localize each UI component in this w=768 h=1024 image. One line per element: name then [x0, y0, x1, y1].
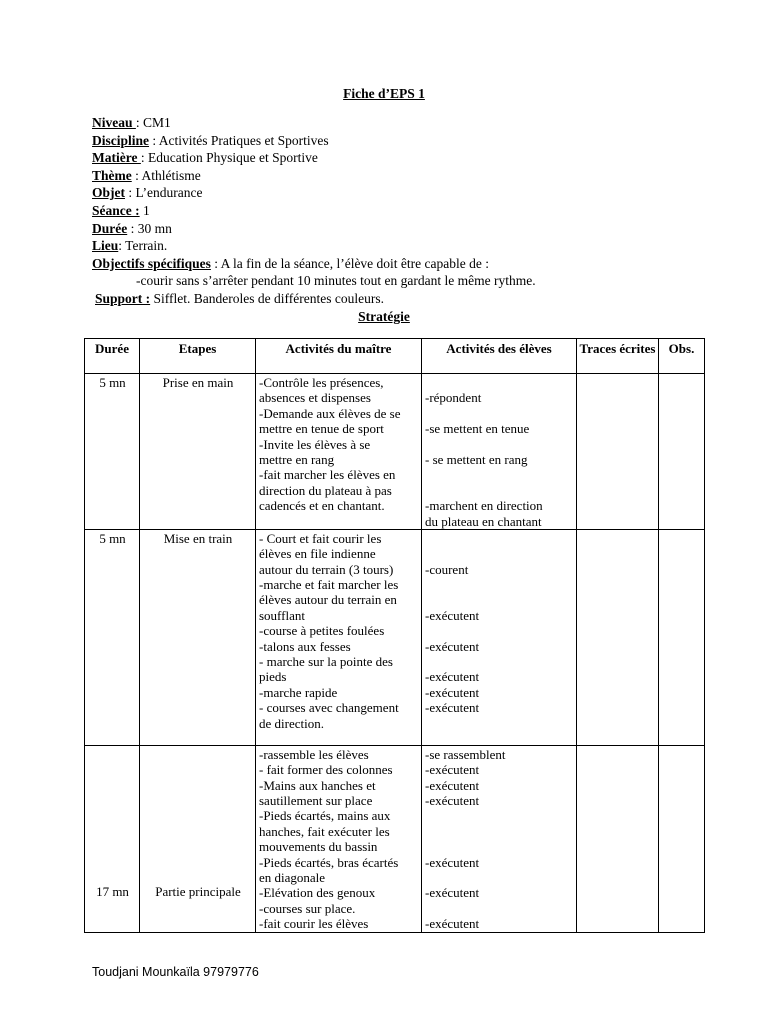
duree-label: Durée — [92, 220, 128, 236]
etape-value: Partie principale — [155, 883, 241, 899]
theme-row — [92, 167, 536, 185]
lesson-info — [92, 114, 536, 308]
cell-line: -exécutent — [425, 700, 480, 716]
cell-line: -exécutent — [425, 916, 480, 932]
support-label: Support : — [95, 290, 151, 306]
cell-line — [425, 406, 574, 421]
matiere-row — [92, 149, 536, 167]
header-activites-eleves: Activités des élèves — [422, 339, 577, 374]
cell-line: -fait courir les élèves — [259, 916, 369, 932]
cell-line: - fait former des colonnes — [259, 762, 393, 778]
niveau-row — [92, 114, 536, 132]
duree-row — [92, 220, 536, 238]
cell-line: soufflant — [259, 607, 305, 623]
cell-line: -exécutent — [425, 793, 480, 809]
objectifs-row — [92, 255, 536, 273]
seance-row — [92, 202, 536, 220]
cell-line: cadencés et en chantant. — [259, 498, 385, 514]
cell-line: -fait marcher les élèves en — [259, 467, 396, 483]
theme-value: : Athlétisme — [131, 167, 201, 183]
cell-line: -Pieds écartés, bras écartés — [259, 854, 399, 870]
maitre-cell — [256, 374, 422, 530]
lieu-value: : Terrain. — [118, 238, 168, 254]
header-activites-maitre: Activités du maître — [256, 339, 422, 374]
duree-cell: 5 mn — [85, 374, 140, 530]
objet-value: : L’endurance — [125, 185, 203, 201]
cell-line: -exécutent — [425, 684, 480, 700]
cell-line: -Mains aux hanches et — [259, 777, 376, 793]
duree-value: 17 mn — [96, 883, 129, 899]
obs-cell — [659, 529, 705, 745]
etape-cell: Mise en train — [140, 529, 256, 745]
traces-cell — [577, 745, 659, 932]
duree-cell: 5 mn — [85, 529, 140, 745]
cell-line: - marche sur la pointe des — [259, 654, 393, 670]
objectifs-label: Objectifs spécifiques — [92, 255, 211, 271]
eleves-cell — [422, 374, 577, 530]
cell-line: -Pieds écartés, mains aux — [259, 808, 391, 824]
obs-cell — [659, 374, 705, 530]
cell-line: mettre en tenue de sport — [259, 421, 384, 437]
cell-line: -exécutent — [425, 638, 480, 654]
cell-line: -marche et fait marcher les — [259, 577, 399, 593]
cell-line — [425, 592, 574, 607]
cell-line — [425, 824, 574, 839]
seance-value: 1 — [139, 202, 150, 218]
cell-line: -marche rapide — [259, 684, 338, 700]
table-row — [85, 745, 705, 932]
cell-line: -Contrôle les présences, — [259, 375, 384, 390]
cell-line — [425, 839, 574, 854]
header-traces-ecrites: Traces écrites — [577, 339, 659, 374]
objectifs-value: : A la fin de la séance, l’élève doit être capable de : — [210, 255, 489, 271]
header-etapes: Etapes — [140, 339, 256, 374]
cell-line: -exécutent — [425, 885, 480, 901]
cell-line: -Elévation des genoux — [259, 885, 376, 901]
cell-line: en diagonale — [259, 870, 326, 886]
eleves-cell — [422, 745, 577, 932]
cell-line — [425, 623, 574, 638]
cell-line: -Demande aux élèves de se — [259, 405, 401, 421]
header-obs: Obs. — [659, 339, 705, 374]
cell-line — [425, 375, 574, 390]
maitre-cell — [256, 745, 422, 932]
discipline-row — [92, 132, 536, 150]
niveau-label: Niveau — [92, 115, 136, 130]
cell-line: -se rassemblent — [425, 746, 506, 762]
cell-line: -talons aux fesses — [259, 638, 351, 654]
objectif-line: -courir sans s’arrêter pendant 10 minutes tout en gardant le même rythme. — [136, 273, 536, 289]
matiere-value: : Education Physique et Sportive — [140, 150, 318, 166]
table-row — [85, 529, 705, 745]
cell-line: -marchent en direction — [425, 498, 543, 514]
matiere-label: Matière — [92, 150, 141, 166]
strategie-heading: Stratégie — [358, 309, 410, 324]
cell-line: mettre en rang — [259, 451, 335, 467]
table-row — [85, 374, 705, 530]
document-title: Fiche d’EPS 1 — [343, 86, 425, 101]
cell-line — [425, 531, 574, 546]
cell-line: -Invite les élèves à se — [259, 436, 371, 452]
cell-line: -rassemble les élèves — [259, 746, 369, 762]
cell-line — [425, 467, 574, 482]
cell-line — [425, 577, 574, 592]
obs-cell — [659, 745, 705, 932]
header-duree: Durée — [85, 339, 140, 374]
cell-line — [425, 808, 574, 823]
support-row — [92, 290, 536, 308]
footer-author: Toudjani Mounkaïla 97979776 — [92, 965, 259, 979]
cell-line: du plateau en chantant — [425, 513, 542, 529]
cell-line: -exécutent — [425, 607, 480, 623]
lieu-row — [92, 237, 536, 255]
cell-line — [425, 654, 574, 669]
cell-line: -exécutent — [425, 777, 480, 793]
objet-label: Objet — [92, 185, 125, 201]
traces-cell — [577, 374, 659, 530]
cell-line: hanches, fait exécuter les — [259, 823, 390, 839]
traces-cell — [577, 529, 659, 745]
cell-line: élèves en file indienne — [259, 546, 376, 562]
lieu-label: Lieu — [92, 238, 119, 254]
cell-line — [425, 437, 574, 452]
cell-line: -course à petites foulées — [259, 623, 385, 639]
cell-line: de direction. — [259, 715, 324, 731]
cell-line — [425, 901, 574, 916]
seance-label: Séance : — [92, 202, 140, 218]
cell-line: autour du terrain (3 tours) — [259, 561, 394, 577]
cell-line: - courses avec changement — [259, 700, 399, 716]
cell-line: pieds — [259, 669, 287, 685]
cell-line: mouvements du bassin — [259, 839, 378, 855]
eleves-cell — [422, 529, 577, 745]
cell-line: -courses sur place. — [259, 900, 356, 916]
duree-cell — [85, 745, 140, 932]
cell-line: -répondent — [425, 390, 482, 406]
cell-line: sautillement sur place — [259, 793, 373, 809]
cell-line: - se mettent en rang — [425, 451, 528, 467]
cell-line: -courent — [425, 561, 469, 577]
cell-line: -se mettent en tenue — [425, 421, 530, 437]
cell-line — [425, 546, 574, 561]
etape-cell: Prise en main — [140, 374, 256, 530]
cell-line: -exécutent — [425, 854, 480, 870]
cell-line — [425, 483, 574, 498]
cell-line: absences et dispenses — [259, 390, 371, 406]
cell-line: direction du plateau à pas — [259, 482, 392, 498]
strategy-table — [84, 338, 705, 933]
discipline-value: : Activités Pratiques et Sportives — [149, 132, 329, 148]
maitre-cell — [256, 529, 422, 745]
etape-cell — [140, 745, 256, 932]
support-value: Sifflet. Banderoles de différentes couleurs. — [150, 290, 384, 306]
discipline-label: Discipline — [92, 132, 150, 148]
cell-line — [425, 870, 574, 885]
duree-value: : 30 mn — [127, 220, 172, 236]
theme-label: Thème — [92, 167, 132, 183]
niveau-value: : CM1 — [135, 115, 171, 130]
cell-line: -exécutent — [425, 669, 480, 685]
cell-line: - Court et fait courir les — [259, 530, 382, 546]
cell-line: -exécutent — [425, 762, 480, 778]
table-header-row — [85, 339, 705, 374]
objet-row — [92, 184, 536, 202]
cell-line: élèves autour du terrain en — [259, 592, 397, 608]
